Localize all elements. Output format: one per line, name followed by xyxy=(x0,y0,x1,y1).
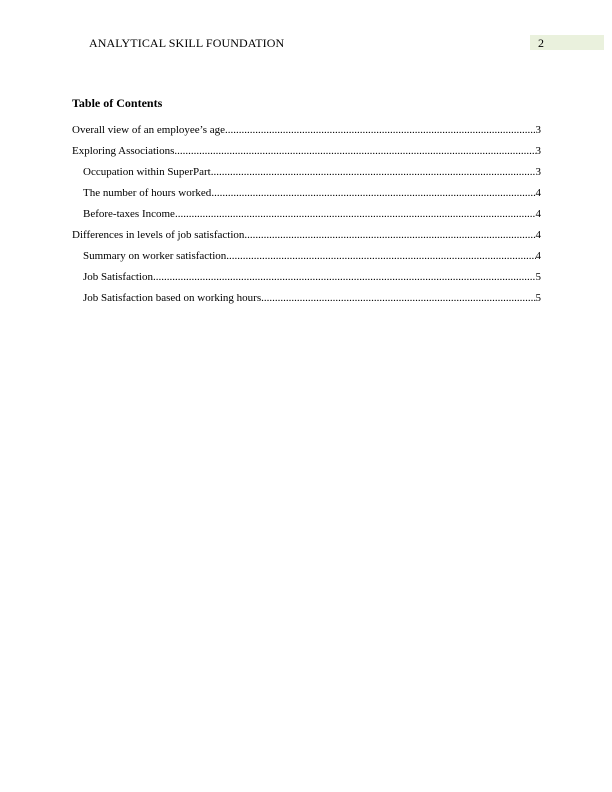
toc-entry-page: 4 xyxy=(535,250,541,262)
toc-entry-text: Occupation within SuperPart xyxy=(83,166,211,178)
toc-dot-leader xyxy=(225,123,535,137)
toc-dot-leader xyxy=(175,207,536,221)
page-number: 2 xyxy=(538,36,544,50)
toc-entry-text: Exploring Associations xyxy=(72,145,175,157)
toc-dot-leader xyxy=(153,270,536,284)
toc-entry-job-satisfaction[interactable] xyxy=(72,270,541,291)
toc-entry-before-taxes-income[interactable] xyxy=(72,207,541,228)
table-of-contents xyxy=(72,123,541,312)
toc-entry-employee-age[interactable] xyxy=(72,123,541,144)
toc-entry-text: The number of hours worked xyxy=(83,187,212,199)
toc-entry-text: Job Satisfaction based on working hours xyxy=(83,292,262,304)
toc-entry-page: 3 xyxy=(535,166,541,178)
toc-entry-page: 3 xyxy=(535,124,541,136)
toc-entry-page: 3 xyxy=(535,145,541,157)
toc-dot-leader xyxy=(174,144,535,158)
toc-entry-job-satisfaction-working-hours[interactable] xyxy=(72,291,541,312)
toc-entry-text: Job Satisfaction xyxy=(83,271,153,283)
toc-entry-page: 4 xyxy=(535,229,541,241)
page-number-box xyxy=(530,35,604,50)
toc-entry-occupation[interactable] xyxy=(72,165,541,186)
toc-entry-page: 4 xyxy=(535,208,541,220)
toc-entry-text: Summary on worker satisfaction xyxy=(83,250,227,262)
toc-entry-page: 5 xyxy=(535,271,541,283)
toc-entry-text: Differences in levels of job satisfaction xyxy=(72,229,245,241)
toc-entry-hours-worked[interactable] xyxy=(72,186,541,207)
toc-dot-leader xyxy=(226,249,535,263)
toc-entry-exploring-associations[interactable] xyxy=(72,144,541,165)
toc-dot-leader xyxy=(244,228,535,242)
toc-entry-text: Overall view of an employee’s age xyxy=(72,124,226,136)
toc-dot-leader xyxy=(211,165,536,179)
running-header-title: ANALYTICAL SKILL FOUNDATION xyxy=(89,36,285,50)
toc-entry-page: 5 xyxy=(535,292,541,304)
toc-entry-page: 4 xyxy=(535,187,541,199)
toc-entry-job-satisfaction-differences[interactable] xyxy=(72,228,541,249)
toc-dot-leader xyxy=(211,186,535,200)
toc-heading: Table of Contents xyxy=(72,96,163,110)
toc-entry-worker-satisfaction-summary[interactable] xyxy=(72,249,541,270)
toc-entry-text: Before-taxes Income xyxy=(83,208,175,220)
toc-dot-leader xyxy=(261,291,535,305)
